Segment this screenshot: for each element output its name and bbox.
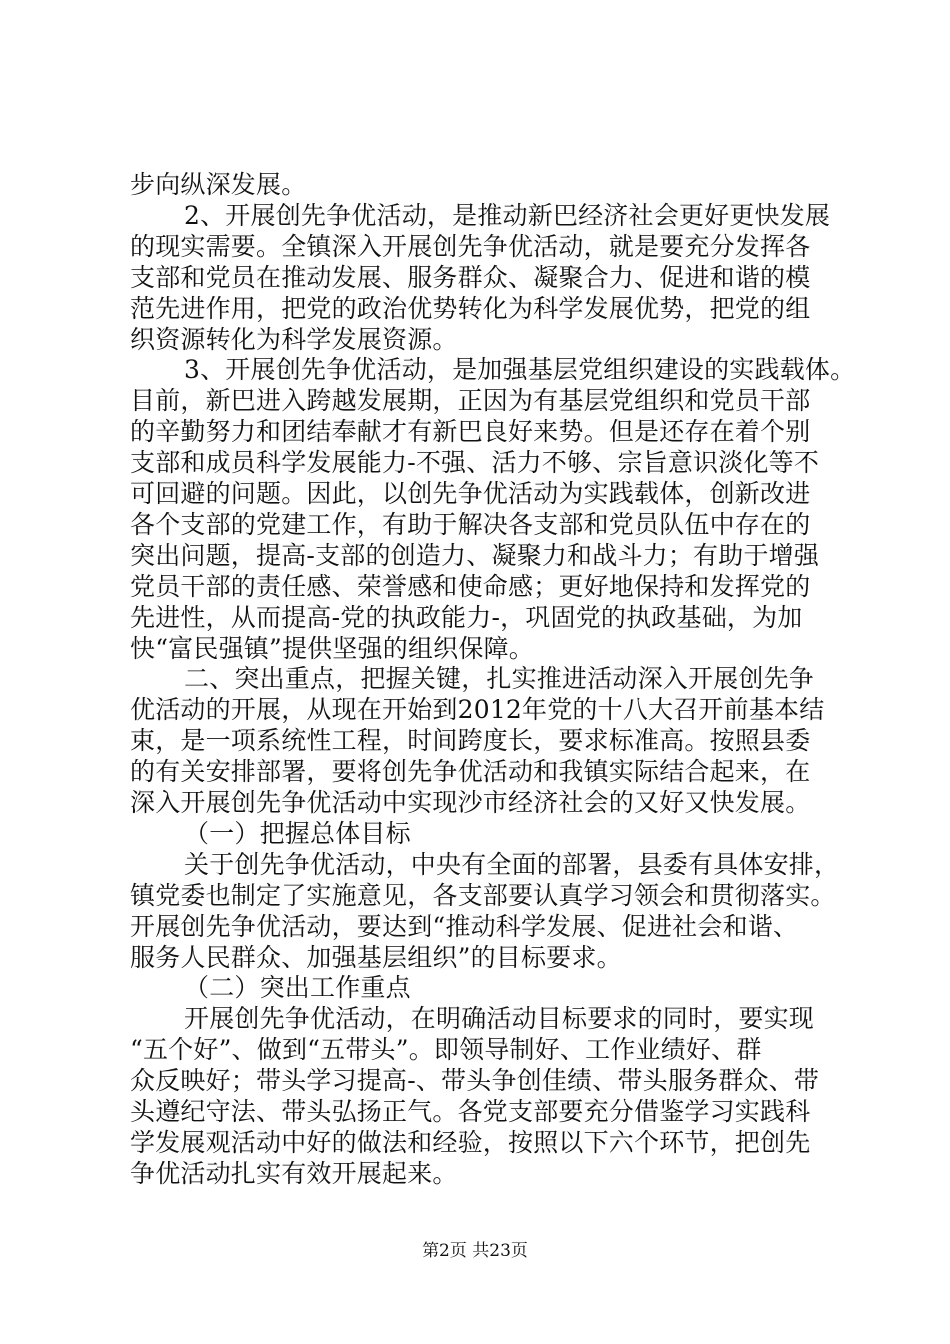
text-line: 先进性，从而提高-党的执政能力-，巩固党的执政基础，为加 [130,602,803,632]
text-line: 众反映好；带头学习提高-、带头争创佳绩、带头服务群众、带 [130,1066,820,1096]
subheading: （一）把握总体目标 [184,818,411,848]
text-line: 目前，新巴进入跨越发展期，正因为有基层党组织和党员干部 [130,386,811,416]
text-line: 深入开展创先争优活动中实现沙市经济社会的又好又快发展。 [130,788,811,817]
text-line: 快“富民强镇”提供坚强的组织保障。 [130,633,534,663]
text-line: 党员干部的责任感、荣誉感和使命感；更好地保持和发挥党的 [130,571,811,601]
page-number-footer: 第2页 共23页 [422,1241,528,1261]
text-line: 支部和成员科学发展能力-不强、活力不够、宗旨意识淡化等不 [130,448,820,478]
text-line: 束，是一项系统性工程，时间跨度长，要求标准高。按照县委 [130,726,811,756]
paragraph-start: 开展创先争优活动，在明确活动目标要求的同时，要实现 [184,1004,815,1034]
text-line: 支部和党员在推动发展、服务群众、凝聚合力、促进和谐的模 [130,262,811,292]
text-line: 的辛勤努力和团结奉献才有新巴良好来势。但是还存在着个别 [130,417,811,447]
section-heading-line: 二、突出重点，把握关键，扎实推进活动深入开展创先争 [184,664,815,694]
paragraph-start: 2、开展创先争优活动，是推动新巴经济社会更好更快发展 [184,200,831,230]
text-line: 各个支部的党建工作，有助于解决各支部和党员队伍中存在的 [130,509,811,539]
text-line: 学发展观活动中好的做法和经验，按照以下六个环节，把创先 [130,1127,811,1157]
text-line: 优活动的开展，从现在开始到2012年党的十八大召开前基本结 [130,695,825,725]
text-line: 争优活动扎实有效开展起来。 [130,1158,458,1188]
subheading: （二）突出工作重点 [184,973,411,1003]
text-line: 服务人民群众、加强基层组织”的目标要求。 [130,942,622,972]
text-line: 的有关安排部署，要将创先争优活动和我镇实际结合起来，在 [130,757,811,787]
text-line: 镇党委也制定了实施意见，各支部要认真学习领会和贯彻落实。 [130,880,836,910]
text-line: 步向纵深发展。 [130,170,307,199]
text-line: 范先进作用，把党的政治优势转化为科学发展优势，把党的组 [130,293,811,323]
text-line: 的现实需要。全镇深入开展创先争优活动，就是要充分发挥各 [130,231,811,261]
paragraph-start: 3、开展创先争优活动，是加强基层党组织建设的实践载体。 [184,355,856,385]
text-line: 突出问题，提高-支部的创造力、凝聚力和战斗力；有助于增强 [130,540,820,570]
text-line: 可回避的问题。因此，以创先争优活动为实践载体，创新改进 [130,479,811,508]
text-line: 织资源转化为科学发展资源。 [130,324,458,354]
text-line: “五个好”、做到“五带头”。即领导制好、工作业绩好、群 [130,1035,762,1065]
text-line: 头遵纪守法、带头弘扬正气。各党支部要充分借鉴学习实践科 [130,1097,811,1126]
paragraph-start: 关于创先争优活动，中央有全面的部署，县委有具体安排， [184,849,840,879]
text-line: 开展创先争优活动，要达到“推动科学发展、促进社会和谐、 [130,911,799,941]
